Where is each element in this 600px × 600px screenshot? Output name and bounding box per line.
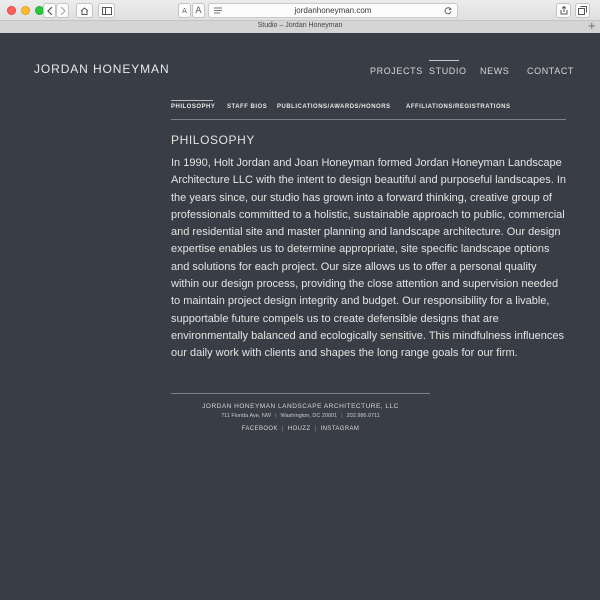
instagram-link[interactable]: INSTAGRAM (320, 426, 360, 432)
subnav-publications[interactable]: PUBLICATIONS/AWARDS/HONORS (277, 104, 391, 110)
close-window-button[interactable] (7, 6, 16, 15)
nav-active-indicator (429, 60, 459, 61)
subnav-affiliations[interactable]: AFFILIATIONS/REGISTRATIONS (406, 104, 511, 110)
footer-divider (171, 393, 430, 394)
tab-bar (0, 20, 600, 33)
nav-studio[interactable]: STUDIO (429, 66, 467, 76)
nav-contact[interactable]: CONTACT (527, 66, 575, 76)
site-logo[interactable]: JORDAN HONEYMAN (34, 62, 170, 76)
separator: | (281, 426, 284, 432)
footer-company-name: JORDAN HONEYMAN LANDSCAPE ARCHITECTURE, LLC (202, 403, 399, 410)
home-button[interactable] (76, 3, 93, 18)
subnav-divider (171, 119, 566, 120)
text-smaller-button[interactable]: A (178, 3, 191, 18)
tabs-icon (578, 6, 587, 15)
minimize-window-button[interactable] (21, 6, 30, 15)
share-icon (560, 6, 568, 15)
philosophy-paragraph: In 1990, Holt Jordan and Joan Honeyman formed Jordan Honeyman Landscape Architecture LLC with the intent to design beautiful and purposeful landscapes. In the years since, our studio has grown into a forward thinking, creative group of professionals committed to a holistic, sustainable approach to public, commercial and residential site and master planning and landscape architecture. Our design expertise enables us to determine appropriate, site specific landscape options and solutions for each project. Our size allows us to offer a personal quality within our design process, providing the close attention and supervision needed to maintain project design integrity and budget. Our responsibility for a livable, supportable future compels us to create defensible designs that are environmentally balanced and ecologically sensitive. This mindfulness influences our daily work with clients and shapes the long range goals for our firm. (171, 157, 567, 360)
nav-news[interactable]: NEWS (480, 66, 510, 76)
chevron-right-icon (60, 7, 66, 15)
footer-phone[interactable]: 202.986.0711 (346, 413, 380, 419)
sidebar-icon (102, 7, 112, 15)
address-bar[interactable] (208, 3, 458, 18)
reload-icon[interactable] (444, 7, 452, 15)
chevron-left-icon (47, 7, 53, 15)
footer-social-links (171, 426, 430, 432)
window-controls (7, 6, 44, 15)
url-text: jordanhoneyman.com (294, 6, 372, 15)
new-tab-button[interactable]: + (587, 21, 596, 32)
back-button[interactable] (43, 3, 56, 18)
sidebar-button[interactable] (98, 3, 115, 18)
subnav-philosophy[interactable]: PHILOSOPHY (171, 104, 216, 110)
nav-projects[interactable]: PROJECTS (370, 66, 423, 76)
tabs-overview-button[interactable] (575, 3, 590, 18)
share-button[interactable] (556, 3, 571, 18)
separator: | (341, 413, 343, 419)
forward-button[interactable] (56, 3, 69, 18)
browser-chrome (0, 0, 600, 33)
page-heading: PHILOSOPHY (171, 133, 256, 147)
subnav-staff-bios[interactable]: STAFF BIOS (227, 104, 268, 110)
text-larger-button[interactable]: A (192, 3, 205, 18)
home-icon (80, 7, 89, 15)
subnav-active-indicator (171, 100, 213, 101)
houzz-link[interactable]: HOUZZ (287, 426, 311, 432)
footer-address: 711 Florida Ave, NW (221, 413, 272, 419)
tab-title[interactable]: Studio – Jordan Honeyman (257, 22, 343, 29)
separator: | (314, 426, 317, 432)
footer-city: Washington, DC 20001 (280, 413, 338, 419)
facebook-link[interactable]: FACEBOOK (241, 426, 278, 432)
footer-contact-info (171, 413, 430, 419)
separator: | (275, 413, 277, 419)
